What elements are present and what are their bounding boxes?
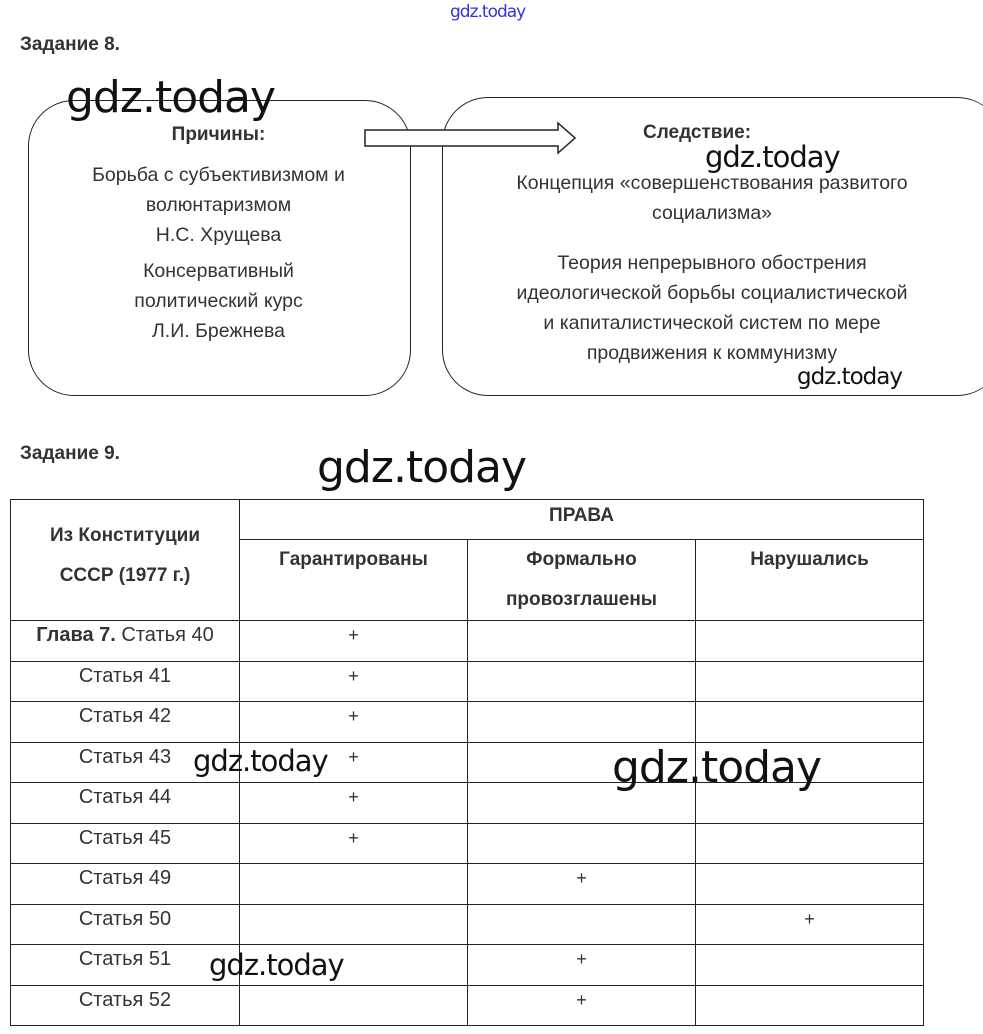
table-row xyxy=(11,864,924,905)
article-label: Статья 41 xyxy=(78,664,172,687)
effect-line: Концепция «совершенствования развитого xyxy=(516,172,908,194)
mark-cell: + xyxy=(240,823,468,864)
watermark: gdz.today xyxy=(797,364,902,390)
cause-line: волюнтаризмом xyxy=(145,194,292,216)
table-row xyxy=(11,904,924,945)
mark-cell: + xyxy=(240,661,468,702)
watermark: gdz.today xyxy=(450,2,526,22)
header-formal: Формально провозглашены xyxy=(468,540,696,621)
causes-title: Причины xyxy=(171,124,260,145)
mark-cell xyxy=(240,864,468,905)
effect-line: продвижения к коммунизму xyxy=(586,342,838,364)
mark-cell xyxy=(696,823,924,864)
table-row xyxy=(11,945,924,986)
mark-cell: + xyxy=(468,945,696,986)
article-label: Статья 44 xyxy=(78,786,172,808)
watermark: gdz.today xyxy=(612,742,822,793)
article-cell xyxy=(11,661,240,702)
article-label: Статья 43 xyxy=(78,745,172,768)
article-label: Статья 42 xyxy=(78,705,172,727)
mark-cell: + xyxy=(240,702,468,743)
task8-title: Задание 8. xyxy=(20,34,120,55)
article-cell xyxy=(11,823,240,864)
watermark: gdz.today xyxy=(209,948,344,982)
effects-title: Следствие xyxy=(642,122,745,143)
causes-block: Причины: Борьба с субъективизмом и волюнтаризмом Н.С. Хрущева Консервативный политический курс Л.И. Брежнева xyxy=(28,120,409,346)
effect-line: социализма» xyxy=(651,202,773,224)
mark-cell: + xyxy=(240,621,468,662)
header-line: СССР (1977 г.) xyxy=(59,565,191,586)
cause-line: Борьба с субъективизмом и xyxy=(92,164,345,186)
mark-cell xyxy=(240,985,468,1026)
article-label: Статья 49 xyxy=(78,867,172,889)
chapter-label: Глава 7. xyxy=(36,624,116,646)
watermark: gdz.today xyxy=(317,442,527,493)
header-rights: ПРАВА xyxy=(240,500,924,540)
header-line: Из Конституции xyxy=(50,525,200,546)
mark-cell xyxy=(696,702,924,743)
article-label: Статья 52 xyxy=(78,988,172,1011)
cause-line: политический курс xyxy=(134,290,303,312)
mark-cell xyxy=(696,864,924,905)
table-row xyxy=(11,621,924,662)
article-cell xyxy=(11,702,240,743)
mark-cell: + xyxy=(696,904,924,945)
mark-cell xyxy=(696,661,924,702)
table-row xyxy=(11,661,924,702)
effect-line: идеологической борьбы социалистической xyxy=(516,282,908,304)
mark-cell xyxy=(696,985,924,1026)
mark-cell xyxy=(696,621,924,662)
article-cell xyxy=(11,904,240,945)
mark-cell xyxy=(468,661,696,702)
mark-cell: + xyxy=(468,985,696,1026)
effects-block: Следствие: Концепция «совершенствования развитого социализма» Теория непрерывного обострения идеологической борьбы социалистической и капиталистической систем по мере продвижения к коммунизму xyxy=(442,118,982,368)
article-cell xyxy=(11,985,240,1026)
header-violated: Нарушались xyxy=(696,540,924,621)
mark-cell xyxy=(468,621,696,662)
mark-cell xyxy=(468,904,696,945)
table-row xyxy=(11,702,924,743)
watermark: gdz.today xyxy=(193,744,328,778)
article-label: Статья 50 xyxy=(78,907,172,930)
article-cell xyxy=(11,783,240,824)
article-label: Статья 45 xyxy=(78,826,172,849)
watermark: gdz.today xyxy=(66,72,276,123)
mark-cell: + xyxy=(240,783,468,824)
mark-cell xyxy=(240,904,468,945)
cause-line: Н.С. Хрущева xyxy=(155,224,282,246)
article-label: Статья 40 xyxy=(121,624,214,646)
mark-cell xyxy=(696,945,924,986)
watermark: gdz.today xyxy=(705,140,840,174)
cause-line: Л.И. Брежнева xyxy=(152,320,285,342)
effect-line: Теория непрерывного обострения xyxy=(557,252,867,274)
article-cell xyxy=(11,621,240,662)
task9-title: Задание 9. xyxy=(20,443,120,464)
article-label: Статья 51 xyxy=(78,948,172,970)
article-cell xyxy=(11,945,240,986)
table-row xyxy=(11,985,924,1026)
mark-cell xyxy=(468,702,696,743)
article-cell xyxy=(11,864,240,905)
header-guaranteed: Гарантированы xyxy=(240,540,468,621)
mark-cell: + xyxy=(468,864,696,905)
mark-cell: + xyxy=(240,742,468,783)
mark-cell xyxy=(468,823,696,864)
table-row xyxy=(11,823,924,864)
header-constitution xyxy=(11,500,240,621)
effect-line: и капиталистической систем по мере xyxy=(543,312,881,334)
cause-line: Консервативный xyxy=(143,260,294,282)
